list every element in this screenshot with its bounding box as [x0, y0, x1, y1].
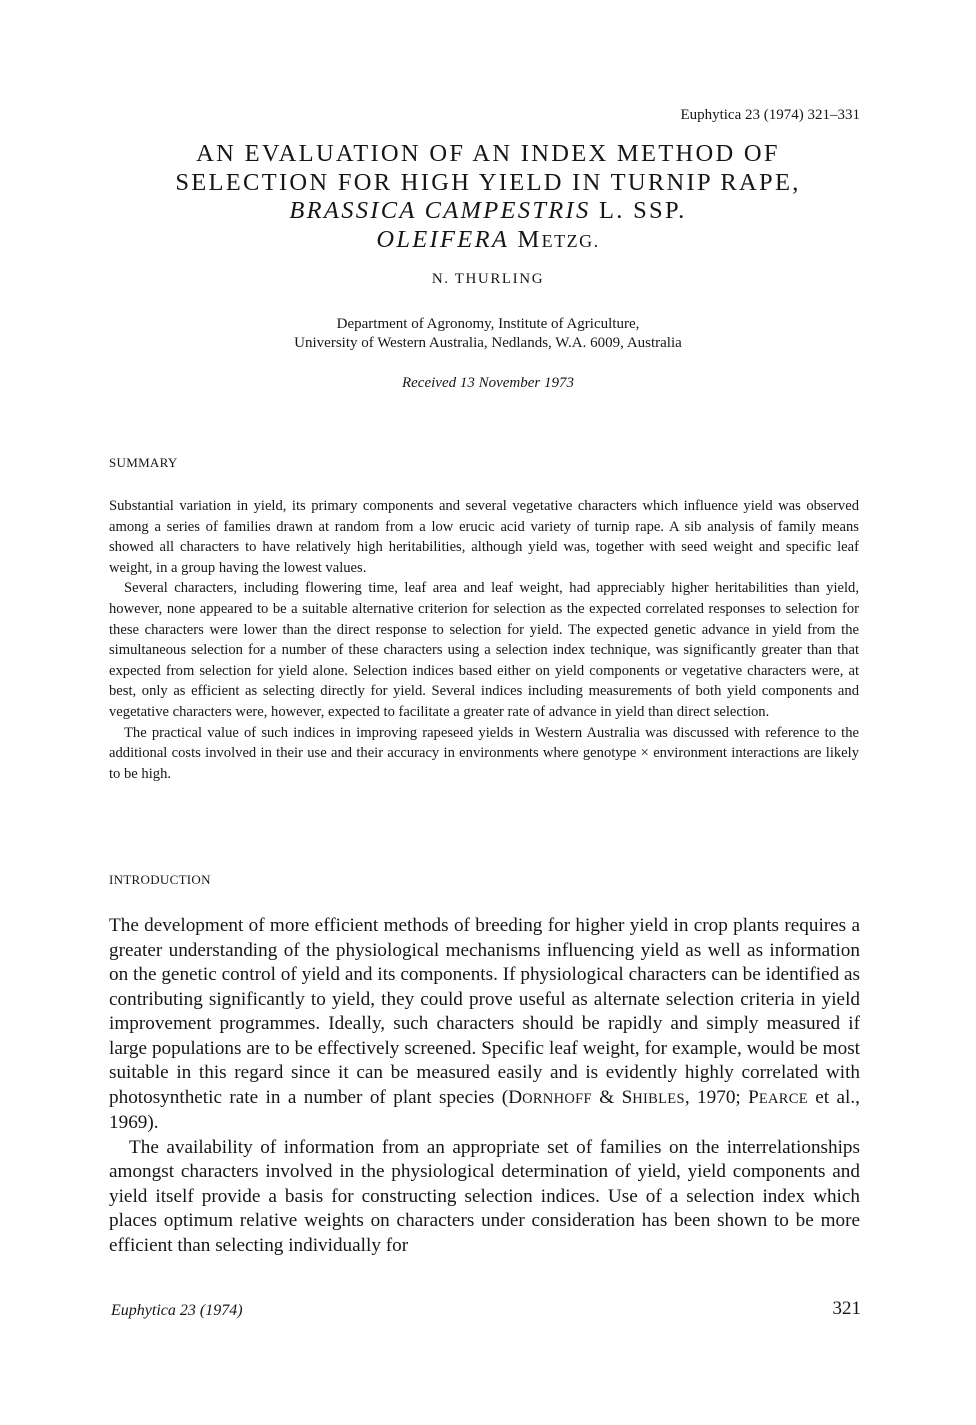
title-line-3	[100, 197, 876, 226]
subspecies-marker: L. SSP.	[590, 197, 687, 224]
introduction-paragraph-2: The availability of information from an appropriate set of families on the interrelationships amongst characters involved in the physiological determination of yield, yield components and yield itself provide a basis for constructing selection indices. Use of a selection index which places optimum relative weights on characters under consideration has been shown to be more efficient than selecting individually for	[109, 1136, 860, 1256]
journal-reference: Euphytica 23 (1974) 321–331	[680, 107, 860, 123]
citation-author-2-initial: S	[621, 1086, 633, 1108]
authority-rest: ETZG.	[541, 230, 600, 251]
citation-author-3-rest: EARCE	[758, 1090, 808, 1107]
citation-author-2-rest: HIBLES	[632, 1090, 685, 1107]
affiliation-line-2: University of Western Australia, Nedlands, W.A. 6009, Australia	[294, 335, 682, 351]
title-line-4	[100, 226, 876, 256]
summary-heading: SUMMARY	[109, 455, 178, 470]
introduction-text: The development of more efficient methods of breeding for higher yield in crop plants requires a greater understanding of the physiological mechanisms influencing yield as well as information on the genetic control of yield and its components. If physiological characters can be identified as contributing significantly to yield, they could prove useful as alternate selection criteria in yield improvement programmes. Ideally, such characters should be rapidly and simply measured if large populations are to be effectively screened. Specific leaf weight, for example, would be most suitable in this regard since it can be measured easily and is evidently highly correlated with photosynthetic rate in a number of plant species (	[109, 915, 860, 1108]
introduction-heading: INTRODUCTION	[109, 872, 211, 887]
introduction-body	[109, 914, 860, 1258]
title-line-2: SELECTION FOR HIGH YIELD IN TURNIP RAPE,	[175, 168, 801, 196]
citation-author-3-initial: P	[748, 1086, 759, 1108]
citation-year: , 1970;	[684, 1086, 749, 1108]
subspecies-name: OLEIFERA	[376, 225, 510, 253]
summary-paragraph: The practical value of such indices in improving rapeseed yields in Western Australia was discussed with reference to the additional costs involved in their use and their accuracy in environments where genotype × environment interactions are likely to be high.	[109, 724, 859, 782]
summary-paragraph: Substantial variation in yield, its primary components and several vegetative characters which influence yield was observed among a series of families drawn at random from a low erucic acid variety of turnip rape. A sib analysis of family means showed all characters to have relatively high heritabilities, although yield was, together with seed weight and specific leaf weight, in a group having the lowest values.	[109, 498, 859, 576]
affiliation	[0, 315, 976, 353]
affiliation-line-1: Department of Agronomy, Institute of Agriculture,	[336, 316, 640, 332]
summary-paragraph: Several characters, including flowering time, leaf area and leaf weight, had appreciably higher heritabilities than yield, however, none appeared to be a suitable alternative criterion for selection as the expected correlated responses to selection for these characters were lower than the direct response to selection for yield. The expected genetic advance in yield from the simultaneous selection for a number of these characters using a selection index technique, was significantly greater than that expected from selection for yield alone. Selection indices based either on yield components or vegetative characters were, at best, only as efficient as selecting directly for yield. Several indices including measurements of both yield components and vegetative characters were, however, expected to facilitate a greater rate of advance in yield than direct selection.	[109, 580, 859, 720]
citation-author-1-rest: ORNHOFF	[522, 1090, 592, 1107]
summary-body	[109, 496, 859, 784]
citation-author-1-initial: D	[508, 1086, 523, 1108]
page-number: 321	[832, 1298, 861, 1319]
citation-etal: et al., 1969).	[109, 1086, 860, 1133]
title-line-1: AN EVALUATION OF AN INDEX METHOD OF	[196, 140, 780, 167]
introduction-paragraph-1	[109, 914, 860, 1136]
citation-ampersand: &	[591, 1086, 622, 1108]
authority-initial: M	[509, 225, 542, 253]
article-title	[100, 140, 876, 255]
received-date: Received 13 November 1973	[401, 375, 575, 391]
footer-journal: Euphytica 23 (1974)	[111, 1302, 243, 1319]
author-name: N. THURLING	[431, 271, 545, 287]
species-name: BRASSICA CAMPESTRIS	[289, 197, 591, 224]
